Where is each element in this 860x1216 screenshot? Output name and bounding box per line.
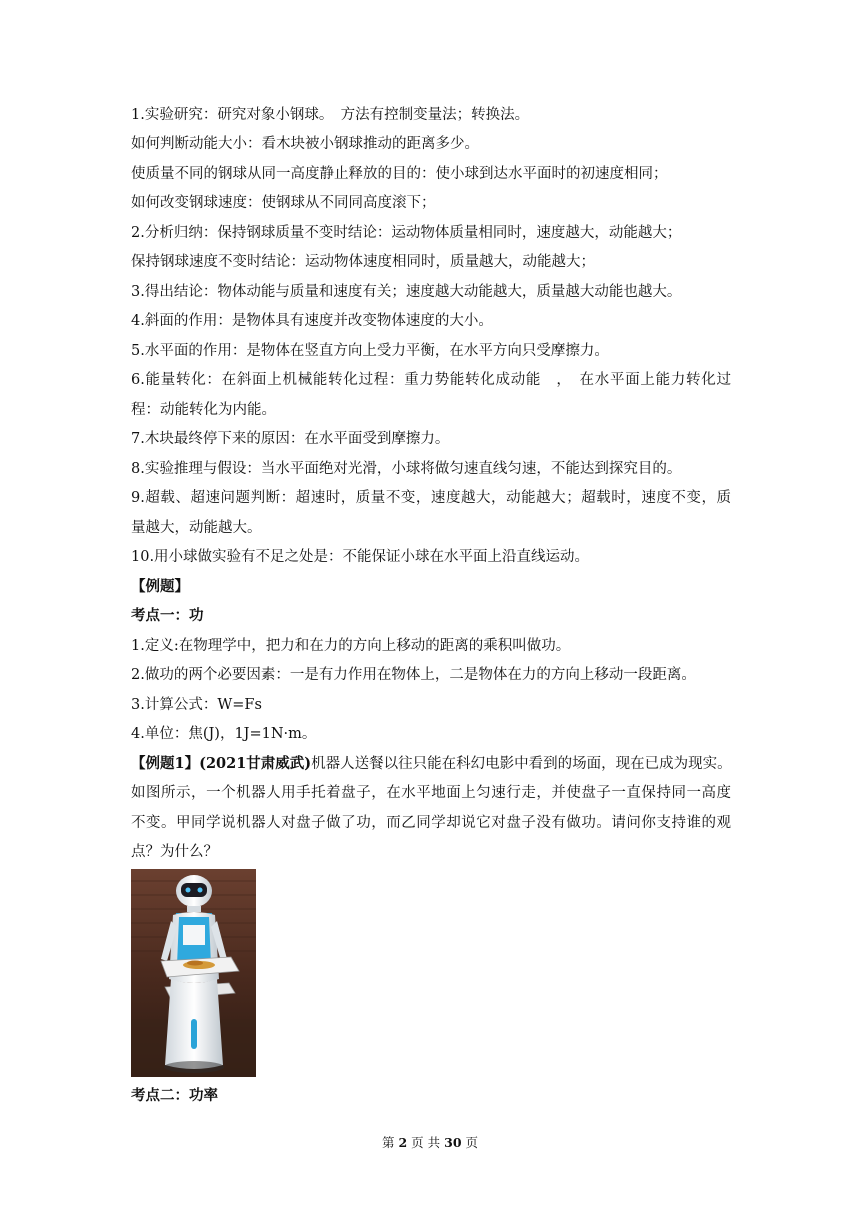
text-line: 如何判断动能大小：看木块被小钢球推动的距离多少。 [131,136,479,152]
section-heading: 考点二：功率 [131,1087,218,1104]
text-line: 1.实验研究：研究对象小钢球。 方法有控制变量法；转换法。 [131,107,530,123]
footer-suffix: 页 [465,1135,479,1150]
example-text: 机器人送餐以往只能在科幻电影中看到的场面，现在已成为现实。 [311,756,732,772]
text-line: 如何改变钢球速度：使钢球从不同同高度滚下； [131,195,436,211]
text-line: 5.水平面的作用：是物体在竖直方向上受力平衡，在水平方向只受摩擦力。 [131,343,609,359]
footer-prefix: 第 [381,1135,395,1150]
section-heading: 考点一：功 [131,607,204,624]
total-page-number: 30 [444,1135,462,1150]
example-line [131,754,731,774]
text-line: 6.能量转化：在斜面上机械能转化过程：重力势能转化成动能 ， 在水平面上能力转化过 [131,372,731,388]
example-line: 点？为什么？ [131,844,218,860]
footer-middle: 页 共 [411,1135,441,1150]
text-line: 程：动能转化为内能。 [131,402,276,418]
example-label: 【例题1】(2021甘肃威武) [131,755,312,772]
robot-waiter-image [131,869,256,1077]
text-line: 2.分析归纳：保持钢球质量不变时结论：运动物体质量相同时，速度越大，动能越大； [131,225,682,241]
text-line: 使质量不同的钢球从同一高度静止释放的目的：使小球到达水平面时的初速度相同； [131,166,668,182]
text-line: 3.计算公式：W=Fs [131,697,262,713]
text-line: 2.做功的两个必要因素：一是有力作用在物体上，二是物体在力的方向上移动一段距离。 [131,667,696,683]
text-line: 8.实验推理与假设：当水平面绝对光滑，小球将做匀速直线匀速，不能达到探究目的。 [131,461,682,477]
text-line: 量越大，动能越大。 [131,520,262,536]
section-heading: 【例题】 [131,578,189,595]
text-line: 7.木块最终停下来的原因：在水平面受到摩擦力。 [131,431,450,447]
text-line: 4.斜面的作用：是物体具有速度并改变物体速度的大小。 [131,313,493,329]
text-line: 9.超载、超速问题判断：超速时，质量不变，速度越大，动能越大；超载时，速度不变，质 [131,490,731,506]
text-line: 1.定义:在物理学中，把力和在力的方向上移动的距离的乘积叫做功。 [131,638,571,654]
text-line: 保持钢球速度不变时结论：运动物体速度相同时，质量越大，动能越大； [131,254,595,270]
example-line: 如图所示，一个机器人用手托着盘子，在水平地面上匀速行走，并使盘子一直保持同一高度 [131,785,731,801]
current-page-number: 2 [398,1135,408,1150]
page-footer [0,1133,860,1151]
text-line: 4.单位：焦(J)，1J=1N·m。 [131,726,317,742]
example-line: 不变。甲同学说机器人对盘子做了功，而乙同学却说它对盘子没有做功。请问你支持谁的观 [131,815,731,831]
text-line: 3.得出结论：物体动能与质量和速度有关；速度越大动能越大，质量越大动能也越大。 [131,284,682,300]
text-line: 10.用小球做实验有不足之处是：不能保证小球在水平面上沿直线运动。 [131,549,590,565]
